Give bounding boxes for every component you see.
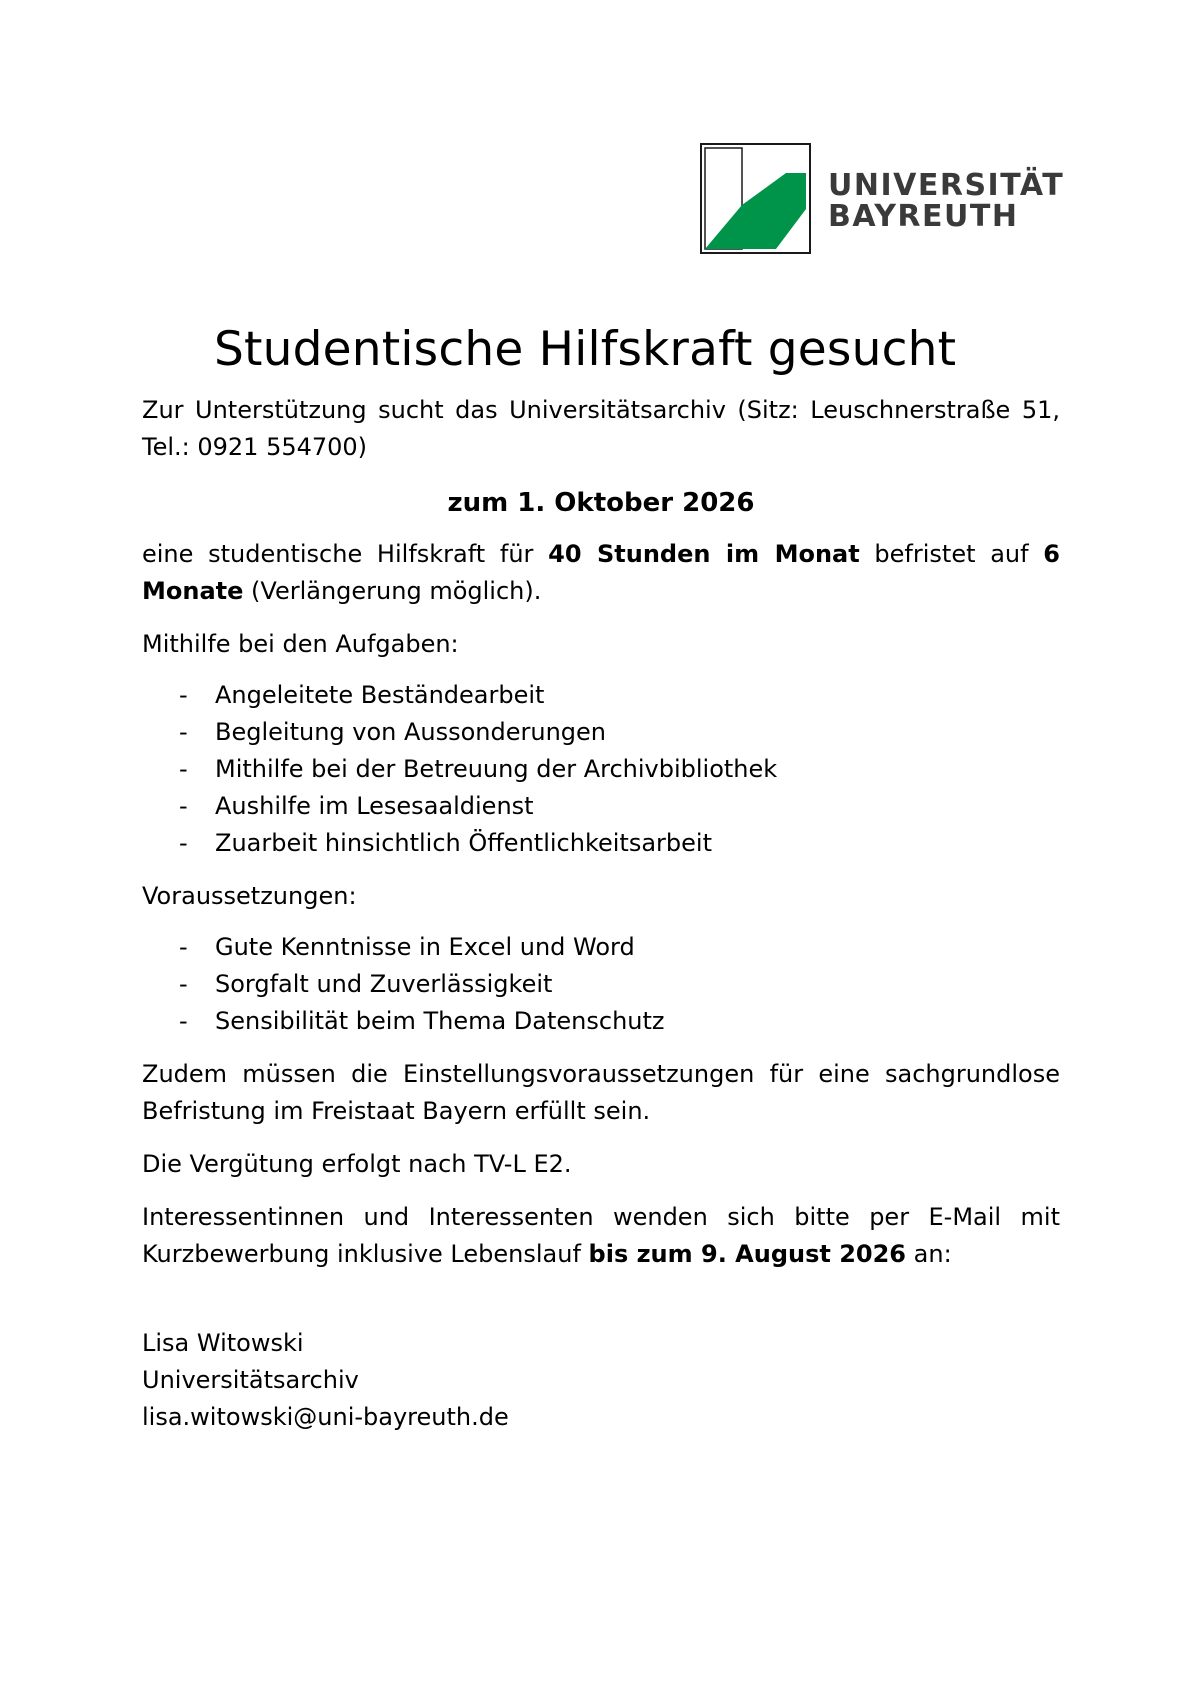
list-item (142, 714, 1060, 751)
position-post: (Verlängerung möglich). (243, 577, 542, 605)
start-date: zum 1. Oktober 2026 (447, 488, 755, 518)
university-logo-mark (700, 143, 811, 254)
page-title: Studentische Hilfskraft gesucht (214, 322, 957, 377)
list-item (142, 1003, 1060, 1040)
position-pre: eine studentische Hilfskraft für (142, 540, 549, 568)
list-item-text: Angeleitete Beständearbeit (215, 681, 545, 709)
dash-bullet: - (179, 970, 188, 998)
requirements-heading: Voraussetzungen: (142, 882, 357, 910)
university-logo-wordmark (828, 170, 1078, 232)
list-item-text: Aushilfe im Lesesaaldienst (215, 792, 534, 820)
dash-bullet: - (179, 718, 188, 746)
application-post: an: (906, 1240, 952, 1268)
intro-paragraph: Zur Unterstützung sucht das Universitätsarchiv (Sitz: Leuschnerstraße 51, Tel.: 0921 554700) (142, 396, 1060, 461)
application-deadline: bis zum 9. August 2026 (588, 1240, 907, 1268)
list-item (142, 751, 1060, 788)
contact-email-link[interactable]: lisa.witowski@uni-bayreuth.de (142, 1403, 509, 1431)
contact-name: Lisa Witowski (142, 1329, 304, 1357)
application-pre: Interessentinnen und Interessenten wenden sich bitte per E-Mail mit Kurzbewerbung inklusive Lebenslauf (142, 1203, 1060, 1268)
position-hours: 40 Stunden im Monat (548, 540, 860, 568)
contact-block (142, 1325, 1060, 1436)
list-item-text: Sensibilität beim Thema Datenschutz (215, 1007, 665, 1035)
application-paragraph (142, 1199, 1060, 1273)
notice-body (142, 320, 1060, 1436)
list-item (142, 929, 1060, 966)
position-duration: 6 Monate (142, 540, 1060, 605)
list-item (142, 825, 1060, 862)
position-paragraph (142, 536, 1060, 610)
dash-bullet: - (179, 829, 188, 857)
dash-bullet: - (179, 681, 188, 709)
list-item-text: Gute Kenntnisse in Excel und Word (215, 933, 635, 961)
tasks-list (142, 677, 1060, 862)
list-item (142, 677, 1060, 714)
tasks-heading: Mithilfe bei den Aufgaben: (142, 630, 459, 658)
list-item-text: Mithilfe bei der Betreuung der Archivbibliothek (215, 755, 778, 783)
dash-bullet: - (179, 792, 188, 820)
list-item (142, 966, 1060, 1003)
dash-bullet: - (179, 755, 188, 783)
list-item-text: Begleitung von Aussonderungen (215, 718, 607, 746)
list-item-text: Sorgfalt und Zuverlässigkeit (215, 970, 553, 998)
list-item (142, 788, 1060, 825)
salary-paragraph: Die Vergütung erfolgt nach TV-L E2. (142, 1150, 572, 1178)
requirements-list (142, 929, 1060, 1040)
dash-bullet: - (179, 933, 188, 961)
contact-unit: Universitätsarchiv (142, 1366, 359, 1394)
logo-line-1: UNIVERSITÄT (828, 168, 1065, 203)
dash-bullet: - (179, 1007, 188, 1035)
list-item-text: Zuarbeit hinsichtlich Öffentlichkeitsarbeit (215, 829, 712, 857)
logo-line-2: BAYREUTH (828, 199, 1019, 234)
conditions-paragraph: Zudem müssen die Einstellungsvoraussetzungen für eine sachgrundlose Befristung im Freistaat Bayern erfüllt sein. (142, 1060, 1060, 1125)
position-mid: befristet auf (859, 540, 1044, 568)
